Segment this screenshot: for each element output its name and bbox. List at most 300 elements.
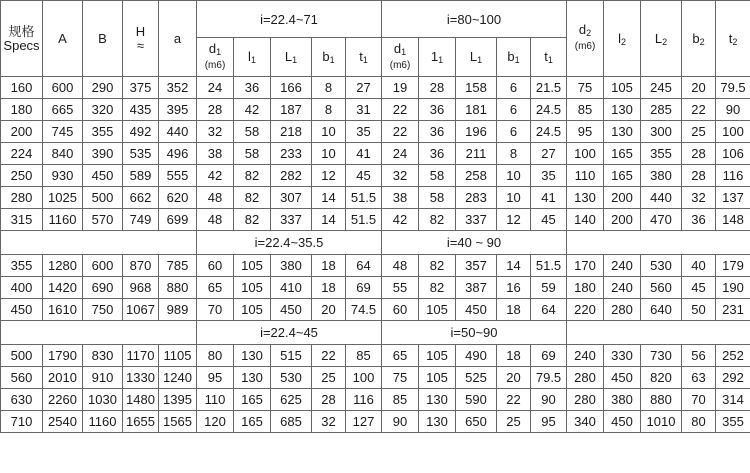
- value-cell: 380: [271, 255, 312, 277]
- value-cell: 1105: [159, 345, 197, 367]
- value-cell: 730: [641, 345, 682, 367]
- value-cell: 100: [716, 121, 750, 143]
- ratio-group-1-header: i=22.4~71: [197, 1, 382, 38]
- value-cell: 240: [567, 345, 604, 367]
- value-cell: 8: [312, 99, 346, 121]
- value-cell: 32: [197, 121, 234, 143]
- value-cell: 165: [234, 389, 271, 411]
- value-cell: 211: [456, 143, 497, 165]
- value-cell: 1330: [123, 367, 159, 389]
- value-cell: 100: [567, 143, 604, 165]
- value-cell: 130: [604, 99, 641, 121]
- value-cell: 42: [382, 209, 419, 231]
- spec-cell: 180: [1, 99, 43, 121]
- value-cell: 59: [531, 277, 567, 299]
- header-row-1: [1, 1, 750, 38]
- value-cell: 282: [271, 165, 312, 187]
- value-cell: 56: [682, 345, 716, 367]
- col-t1-header: $t_1$: [346, 38, 382, 77]
- value-cell: 148: [716, 209, 750, 231]
- value-cell: 515: [271, 345, 312, 367]
- value-cell: 95: [197, 367, 234, 389]
- value-cell: 45: [346, 165, 382, 187]
- value-cell: 1170: [123, 345, 159, 367]
- value-cell: 36: [419, 143, 456, 165]
- value-cell: 10: [312, 143, 346, 165]
- value-cell: 375: [123, 77, 159, 99]
- value-cell: 130: [567, 187, 604, 209]
- value-cell: 58: [419, 165, 456, 187]
- value-cell: 240: [604, 255, 641, 277]
- value-cell: 830: [83, 345, 123, 367]
- value-cell: 74.5: [346, 299, 382, 321]
- value-cell: 1790: [43, 345, 83, 367]
- value-cell: 24: [382, 143, 419, 165]
- col-L2-header: $L_2$: [641, 1, 682, 77]
- col-l1b-header: $1_1$: [419, 38, 456, 77]
- value-cell: 32: [382, 165, 419, 187]
- value-cell: 51.5: [346, 187, 382, 209]
- value-cell: 525: [456, 367, 497, 389]
- value-cell: 749: [123, 209, 159, 231]
- value-cell: 233: [271, 143, 312, 165]
- spec-cell: 560: [1, 367, 43, 389]
- value-cell: 69: [531, 345, 567, 367]
- value-cell: 110: [197, 389, 234, 411]
- value-cell: 880: [641, 389, 682, 411]
- value-cell: 292: [716, 367, 750, 389]
- section-blank-right: [567, 321, 750, 345]
- col-d2-header: $d_2$ (m6): [567, 1, 604, 77]
- ratio-section-row: [1, 231, 750, 255]
- table-row: [1, 209, 750, 231]
- value-cell: 590: [456, 389, 497, 411]
- ratio-range-b: i=40 ~ 90: [382, 231, 567, 255]
- value-cell: 355: [641, 143, 682, 165]
- table-row: [1, 367, 750, 389]
- value-cell: 314: [716, 389, 750, 411]
- value-cell: 105: [234, 277, 271, 299]
- value-cell: 685: [271, 411, 312, 433]
- specs-header: [1, 1, 43, 77]
- value-cell: 14: [312, 209, 346, 231]
- value-cell: 48: [197, 187, 234, 209]
- value-cell: 165: [234, 411, 271, 433]
- value-cell: 110: [567, 165, 604, 187]
- value-cell: 18: [497, 345, 531, 367]
- value-cell: 1420: [43, 277, 83, 299]
- value-cell: 90: [382, 411, 419, 433]
- value-cell: 137: [716, 187, 750, 209]
- col-H-label: H: [135, 23, 146, 39]
- value-cell: 640: [641, 299, 682, 321]
- value-cell: 290: [83, 77, 123, 99]
- spec-cell: 280: [1, 187, 43, 209]
- value-cell: 337: [271, 209, 312, 231]
- col-t1b-header: $t_1$: [531, 38, 567, 77]
- value-cell: 27: [346, 77, 382, 99]
- value-cell: 82: [234, 187, 271, 209]
- value-cell: 106: [716, 143, 750, 165]
- value-cell: 387: [456, 277, 497, 299]
- value-cell: 80: [682, 411, 716, 433]
- value-cell: 337: [456, 209, 497, 231]
- col-a-header: a: [159, 1, 197, 77]
- value-cell: 18: [312, 255, 346, 277]
- value-cell: 90: [716, 99, 750, 121]
- value-cell: 555: [159, 165, 197, 187]
- value-cell: 252: [716, 345, 750, 367]
- value-cell: 105: [419, 299, 456, 321]
- value-cell: 20: [497, 367, 531, 389]
- value-cell: 395: [159, 99, 197, 121]
- value-cell: 450: [604, 411, 641, 433]
- value-cell: 14: [312, 187, 346, 209]
- value-cell: 2540: [43, 411, 83, 433]
- value-cell: 82: [419, 255, 456, 277]
- value-cell: 355: [83, 121, 123, 143]
- value-cell: 51.5: [531, 255, 567, 277]
- value-cell: 200: [604, 187, 641, 209]
- spec-cell: 630: [1, 389, 43, 411]
- value-cell: 490: [456, 345, 497, 367]
- value-cell: 35: [346, 121, 382, 143]
- table-row: [1, 121, 750, 143]
- value-cell: 48: [382, 255, 419, 277]
- value-cell: 500: [83, 187, 123, 209]
- value-cell: 21.5: [531, 77, 567, 99]
- value-cell: 930: [43, 165, 83, 187]
- value-cell: 158: [456, 77, 497, 99]
- value-cell: 42: [234, 99, 271, 121]
- col-d1b-header: $d_1$ (m6): [382, 38, 419, 77]
- value-cell: 80: [197, 345, 234, 367]
- section-blank-left: [1, 231, 197, 255]
- value-cell: 31: [346, 99, 382, 121]
- value-cell: 58: [234, 121, 271, 143]
- table-row: [1, 77, 750, 99]
- value-cell: 79.5: [531, 367, 567, 389]
- value-cell: 70: [197, 299, 234, 321]
- value-cell: 10: [312, 121, 346, 143]
- value-cell: 6: [497, 77, 531, 99]
- ratio-range-a: i=22.4~45: [197, 321, 382, 345]
- value-cell: 280: [604, 299, 641, 321]
- value-cell: 535: [123, 143, 159, 165]
- value-cell: 750: [83, 299, 123, 321]
- value-cell: 105: [419, 367, 456, 389]
- value-cell: 2010: [43, 367, 83, 389]
- value-cell: 820: [641, 367, 682, 389]
- value-cell: 530: [641, 255, 682, 277]
- value-cell: 25: [312, 367, 346, 389]
- value-cell: 32: [312, 411, 346, 433]
- value-cell: 1160: [43, 209, 83, 231]
- value-cell: 105: [234, 255, 271, 277]
- value-cell: 130: [604, 121, 641, 143]
- value-cell: 1655: [123, 411, 159, 433]
- value-cell: 390: [83, 143, 123, 165]
- col-B-header: B: [83, 1, 123, 77]
- value-cell: 560: [641, 277, 682, 299]
- value-cell: 16: [497, 277, 531, 299]
- value-cell: 620: [159, 187, 197, 209]
- value-cell: 41: [531, 187, 567, 209]
- value-cell: 25: [682, 121, 716, 143]
- value-cell: 14: [497, 255, 531, 277]
- value-cell: 105: [604, 77, 641, 99]
- table-row: [1, 277, 750, 299]
- value-cell: 785: [159, 255, 197, 277]
- ratio-range-a: i=22.4~35.5: [197, 231, 382, 255]
- col-A-header: A: [43, 1, 83, 77]
- value-cell: 690: [83, 277, 123, 299]
- value-cell: 180: [567, 277, 604, 299]
- value-cell: 45: [531, 209, 567, 231]
- value-cell: 166: [271, 77, 312, 99]
- value-cell: 130: [234, 345, 271, 367]
- value-cell: 8: [312, 77, 346, 99]
- value-cell: 140: [567, 209, 604, 231]
- value-cell: 330: [604, 345, 641, 367]
- value-cell: 95: [567, 121, 604, 143]
- value-cell: 245: [641, 77, 682, 99]
- value-cell: 75: [382, 367, 419, 389]
- value-cell: 28: [312, 389, 346, 411]
- value-cell: 120: [197, 411, 234, 433]
- spec-cell: 450: [1, 299, 43, 321]
- value-cell: 625: [271, 389, 312, 411]
- value-cell: 60: [197, 255, 234, 277]
- value-cell: 28: [419, 77, 456, 99]
- value-cell: 450: [271, 299, 312, 321]
- value-cell: 36: [419, 121, 456, 143]
- value-cell: 95: [531, 411, 567, 433]
- col-d1-header: $d_1$ (m6): [197, 38, 234, 77]
- value-cell: 1030: [83, 389, 123, 411]
- value-cell: 190: [716, 277, 750, 299]
- col-L1-header: $L_1$: [271, 38, 312, 77]
- value-cell: 58: [419, 187, 456, 209]
- col-b1-header: $b_1$: [312, 38, 346, 77]
- table-row: [1, 255, 750, 277]
- col-H-approx: ≈: [136, 37, 145, 53]
- section-blank-left: [1, 321, 197, 345]
- value-cell: 85: [567, 99, 604, 121]
- value-cell: 48: [197, 209, 234, 231]
- value-cell: 116: [346, 389, 382, 411]
- value-cell: 352: [159, 77, 197, 99]
- spec-cell: 160: [1, 77, 43, 99]
- value-cell: 440: [641, 187, 682, 209]
- value-cell: 1160: [83, 411, 123, 433]
- value-cell: 25: [497, 411, 531, 433]
- value-cell: 570: [83, 209, 123, 231]
- value-cell: 22: [382, 121, 419, 143]
- value-cell: 35: [531, 165, 567, 187]
- value-cell: 24: [197, 77, 234, 99]
- value-cell: 989: [159, 299, 197, 321]
- value-cell: 28: [197, 99, 234, 121]
- value-cell: 470: [641, 209, 682, 231]
- value-cell: 450: [83, 165, 123, 187]
- value-cell: 307: [271, 187, 312, 209]
- value-cell: 82: [419, 277, 456, 299]
- value-cell: 218: [271, 121, 312, 143]
- value-cell: 51.5: [346, 209, 382, 231]
- value-cell: 60: [382, 299, 419, 321]
- spec-cell: 500: [1, 345, 43, 367]
- value-cell: 320: [83, 99, 123, 121]
- value-cell: 1280: [43, 255, 83, 277]
- value-cell: 440: [159, 121, 197, 143]
- value-cell: 745: [43, 121, 83, 143]
- value-cell: 880: [159, 277, 197, 299]
- value-cell: 181: [456, 99, 497, 121]
- value-cell: 82: [234, 209, 271, 231]
- value-cell: 355: [716, 411, 750, 433]
- value-cell: 6: [497, 99, 531, 121]
- value-cell: 100: [346, 367, 382, 389]
- value-cell: 64: [531, 299, 567, 321]
- ratio-group-2-header: i=80~100: [382, 1, 567, 38]
- value-cell: 28: [682, 143, 716, 165]
- table-row: [1, 143, 750, 165]
- spec-cell: 355: [1, 255, 43, 277]
- value-cell: 130: [234, 367, 271, 389]
- value-cell: 24.5: [531, 99, 567, 121]
- spec-cell: 400: [1, 277, 43, 299]
- value-cell: 79.5: [716, 77, 750, 99]
- value-cell: 283: [456, 187, 497, 209]
- value-cell: 19: [382, 77, 419, 99]
- value-cell: 10: [497, 187, 531, 209]
- value-cell: 280: [567, 389, 604, 411]
- value-cell: 20: [682, 77, 716, 99]
- value-cell: 650: [456, 411, 497, 433]
- value-cell: 699: [159, 209, 197, 231]
- value-cell: 27: [531, 143, 567, 165]
- value-cell: 450: [604, 367, 641, 389]
- value-cell: 492: [123, 121, 159, 143]
- specs-en-label: Specs: [3, 37, 40, 53]
- value-cell: 105: [234, 299, 271, 321]
- value-cell: 55: [382, 277, 419, 299]
- value-cell: 1010: [641, 411, 682, 433]
- col-L1b-header: $L_1$: [456, 38, 497, 77]
- value-cell: 300: [641, 121, 682, 143]
- value-cell: 1565: [159, 411, 197, 433]
- ratio-section-row: [1, 321, 750, 345]
- value-cell: 340: [567, 411, 604, 433]
- value-cell: 187: [271, 99, 312, 121]
- table-row: [1, 389, 750, 411]
- value-cell: 600: [83, 255, 123, 277]
- value-cell: 38: [382, 187, 419, 209]
- spec-cell: 200: [1, 121, 43, 143]
- value-cell: 662: [123, 187, 159, 209]
- value-cell: 18: [497, 299, 531, 321]
- value-cell: 22: [682, 99, 716, 121]
- col-H-header: [123, 1, 159, 77]
- value-cell: 12: [312, 165, 346, 187]
- value-cell: 116: [716, 165, 750, 187]
- value-cell: 85: [346, 345, 382, 367]
- value-cell: 24.5: [531, 121, 567, 143]
- value-cell: 196: [456, 121, 497, 143]
- value-cell: 85: [382, 389, 419, 411]
- section-blank-right: [567, 231, 750, 255]
- value-cell: 240: [604, 277, 641, 299]
- table-row: [1, 411, 750, 433]
- value-cell: 105: [419, 345, 456, 367]
- value-cell: 82: [234, 165, 271, 187]
- value-cell: 65: [382, 345, 419, 367]
- value-cell: 65: [197, 277, 234, 299]
- value-cell: 380: [604, 389, 641, 411]
- value-cell: 82: [419, 209, 456, 231]
- value-cell: 1395: [159, 389, 197, 411]
- value-cell: 63: [682, 367, 716, 389]
- value-cell: 1610: [43, 299, 83, 321]
- value-cell: 69: [346, 277, 382, 299]
- col-l1-header: $l_1$: [234, 38, 271, 77]
- table-row: [1, 165, 750, 187]
- value-cell: 22: [497, 389, 531, 411]
- value-cell: 8: [497, 143, 531, 165]
- value-cell: 258: [456, 165, 497, 187]
- value-cell: 10: [497, 165, 531, 187]
- value-cell: 285: [641, 99, 682, 121]
- value-cell: 165: [604, 143, 641, 165]
- value-cell: 1067: [123, 299, 159, 321]
- value-cell: 450: [456, 299, 497, 321]
- value-cell: 435: [123, 99, 159, 121]
- value-cell: 410: [271, 277, 312, 299]
- spec-cell: 710: [1, 411, 43, 433]
- table-row: [1, 299, 750, 321]
- value-cell: 496: [159, 143, 197, 165]
- value-cell: 870: [123, 255, 159, 277]
- value-cell: 38: [197, 143, 234, 165]
- col-l2-header: $l_2$: [604, 1, 641, 77]
- specs-cn-label: 规格: [8, 23, 35, 39]
- value-cell: 75: [567, 77, 604, 99]
- value-cell: 6: [497, 121, 531, 143]
- value-cell: 45: [682, 277, 716, 299]
- value-cell: 28: [682, 165, 716, 187]
- value-cell: 32: [682, 187, 716, 209]
- spec-cell: 224: [1, 143, 43, 165]
- ratio-range-b: i=50~90: [382, 321, 567, 345]
- value-cell: 231: [716, 299, 750, 321]
- table-row: [1, 99, 750, 121]
- value-cell: 36: [682, 209, 716, 231]
- value-cell: 20: [312, 299, 346, 321]
- value-cell: 665: [43, 99, 83, 121]
- value-cell: 40: [682, 255, 716, 277]
- value-cell: 840: [43, 143, 83, 165]
- value-cell: 1240: [159, 367, 197, 389]
- spec-cell: 250: [1, 165, 43, 187]
- col-b2-header: $b_2$: [682, 1, 716, 77]
- value-cell: 22: [312, 345, 346, 367]
- value-cell: 130: [419, 389, 456, 411]
- value-cell: 1480: [123, 389, 159, 411]
- value-cell: 22: [382, 99, 419, 121]
- value-cell: 200: [604, 209, 641, 231]
- value-cell: 2260: [43, 389, 83, 411]
